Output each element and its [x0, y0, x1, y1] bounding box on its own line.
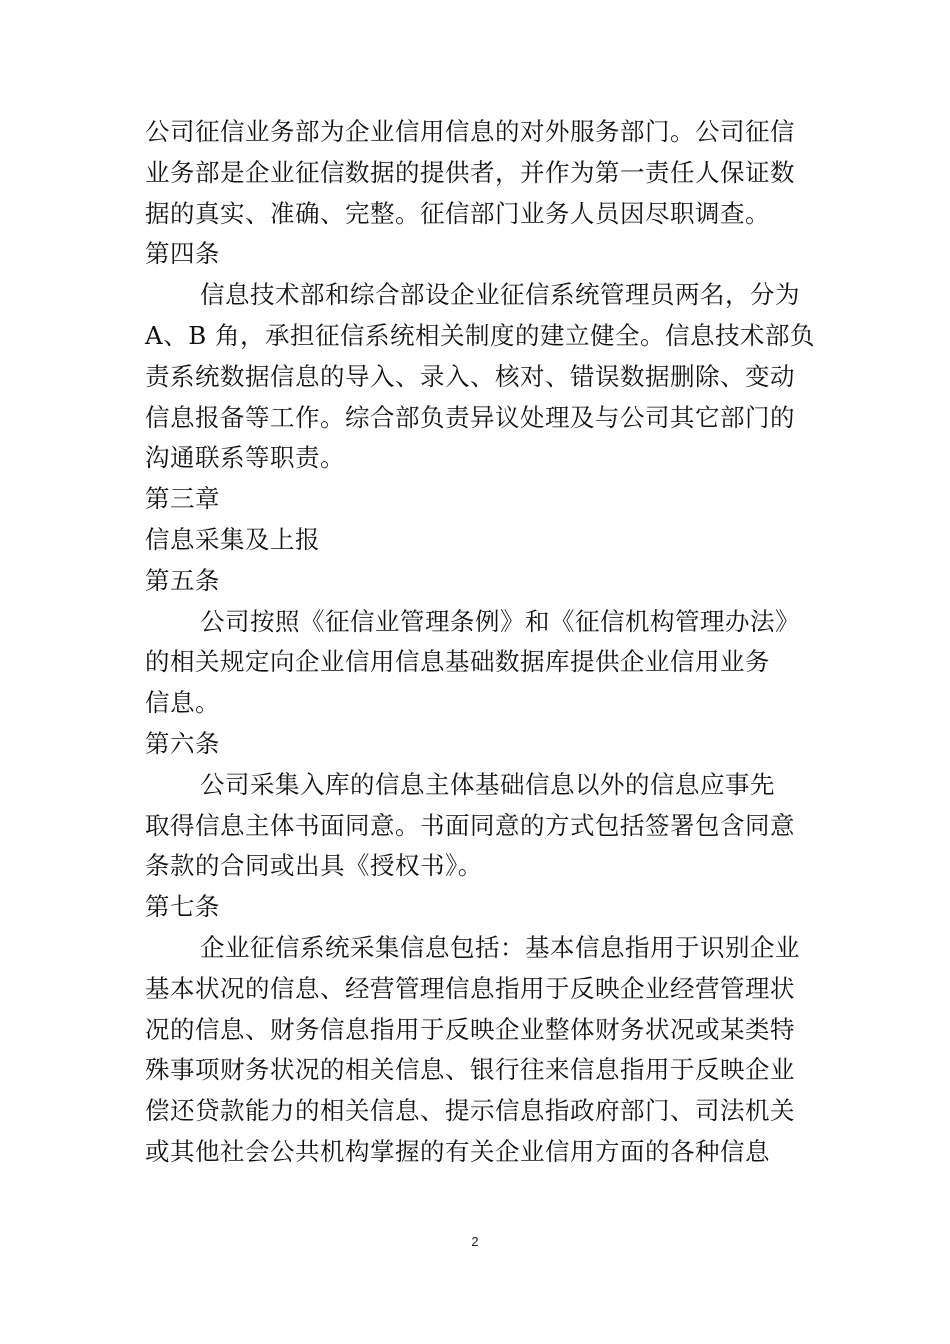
- text-line: 公司采集入库的信息主体基础信息以外的信息应事先: [200, 769, 775, 799]
- text-line: 据的真实、准确、完整。征信部门业务人员因尽职调查。: [145, 198, 770, 228]
- text-line: 偿还贷款能力的相关信息、提示信息指政府部门、司法机关: [145, 1096, 795, 1126]
- text-line: 取得信息主体书面同意。书面同意的方式包括签署包含同意: [145, 810, 795, 840]
- text-line: 条款的合同或出具《授权书》。: [145, 851, 483, 881]
- document-body: [145, 112, 815, 1173]
- text-line: 信息报备等工作。综合部负责异议处理及与公司其它部门的: [145, 402, 795, 432]
- text-line: 况的信息、财务信息指用于反映企业整体财务状况或某类特: [145, 1014, 795, 1044]
- text-line: 信息。: [145, 688, 220, 718]
- text-line: 责系统数据信息的导入、录入、核对、错误数据删除、变动: [145, 361, 795, 391]
- text-line: 业务部是企业征信数据的提供者，并作为第一责任人保证数: [145, 157, 795, 187]
- text-line: 信息技术部和综合部设企业征信系统管理员两名，分为: [200, 280, 800, 310]
- text-line: 殊事项财务状况的相关信息、银行往来信息指用于反映企业: [145, 1055, 795, 1085]
- article-heading: 第四条: [145, 239, 220, 269]
- page-number: 2: [471, 1234, 479, 1249]
- text-line: 沟通联系等职责。: [145, 443, 345, 473]
- text-line: A、B 角，承担征信系统相关制度的建立健全。信息技术部负: [145, 320, 815, 350]
- text-line: 或其他社会公共机构掌握的有关企业信用方面的各种信息: [145, 1136, 770, 1166]
- text-line: 公司征信业务部为企业信用信息的对外服务部门。公司征信: [145, 117, 795, 146]
- text-line: 的相关规定向企业信用信息基础数据库提供企业信用业务: [145, 647, 770, 677]
- chapter-heading: 第三章: [145, 484, 220, 514]
- text-line: 公司按照《征信业管理条例》和《征信机构管理办法》: [200, 606, 800, 636]
- chapter-title: 信息采集及上报: [145, 524, 320, 554]
- article-heading: 第七条: [145, 892, 220, 922]
- text-line: 基本状况的信息、经营管理信息指用于反映企业经营管理状: [145, 973, 795, 1003]
- article-heading: 第六条: [145, 728, 220, 758]
- text-line: 企业征信系统采集信息包括：基本信息指用于识别企业: [200, 932, 800, 962]
- article-heading: 第五条: [145, 565, 220, 595]
